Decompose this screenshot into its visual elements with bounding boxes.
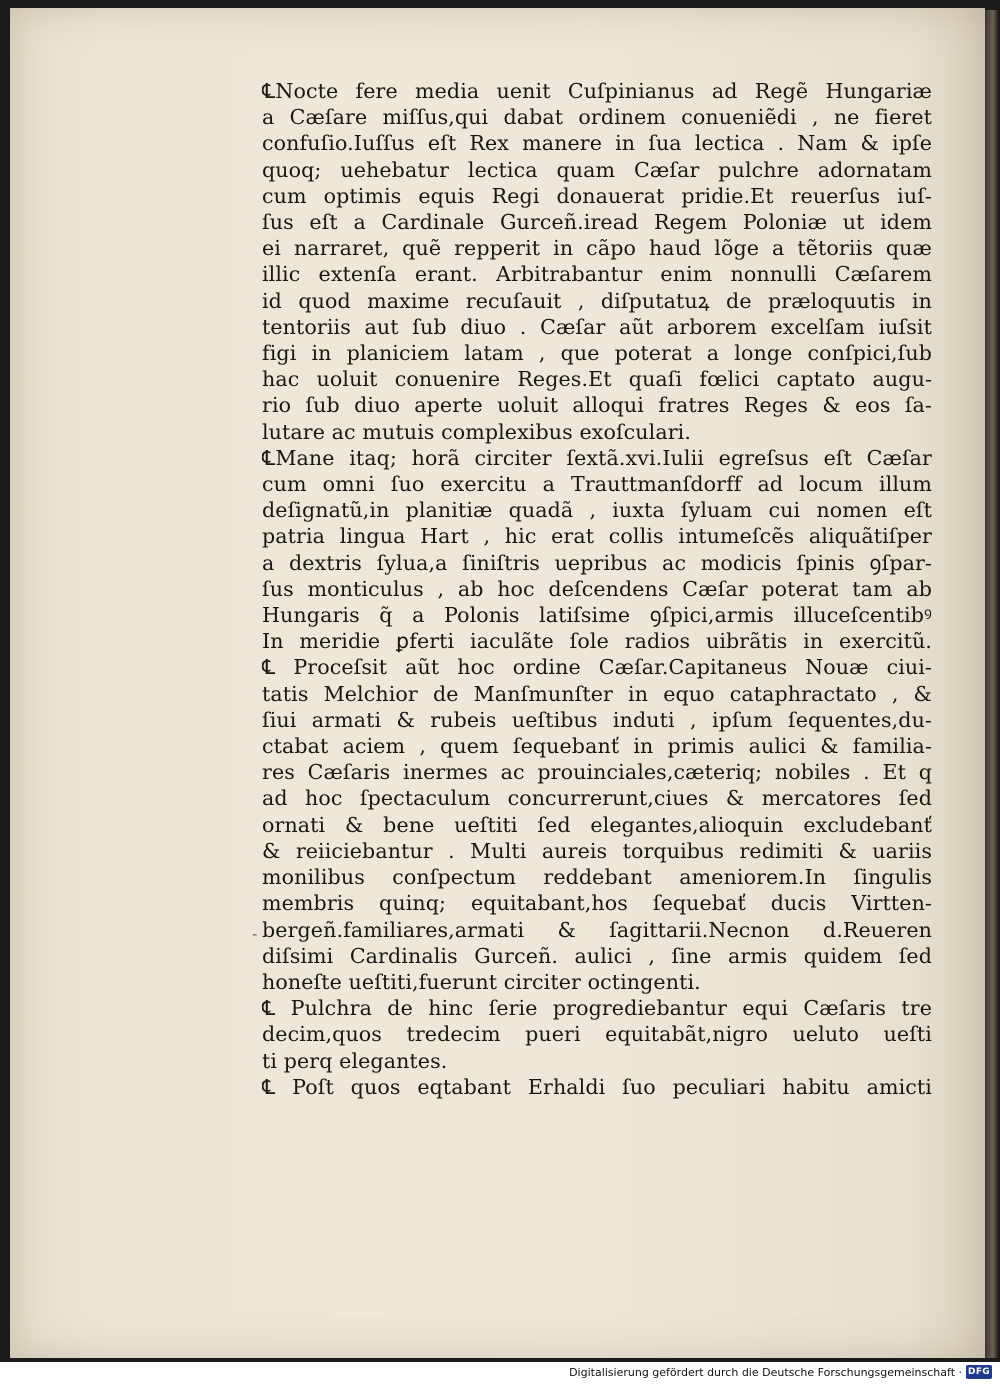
text-line: & reiiciebantur . Multi aureis torquibus redimiti & uariis [262, 838, 932, 863]
text-line: ℄Nocte fere media uenit Cuſpinianus ad Regẽ Hungariæ [262, 79, 932, 103]
text-line: res Cæſaris inermes ac prouinciales,cæteriq; nobiles . Et q [262, 760, 932, 785]
text-line: In meridie ꝑferti iaculãte ſole radios uibrãtis in exercitũ. [262, 629, 932, 654]
text-line: a Cæſare miſſus,qui dabat ordinem conueniẽdi , ne fieret [262, 105, 932, 130]
text-line: id quod maxime recuſauit , diſputatuꝝ de præloquutis in [262, 288, 932, 313]
text-line: bergeñ.familiares,armati & ſagittarii.Necnon d.Reueren [262, 917, 932, 942]
text-line: lutare ac mutuis complexibus exoſculari. [262, 419, 692, 444]
page-text [262, 78, 932, 1100]
text-line: deſignatũ,in planitiæ quadã , iuxta ſyluam cui nomen eſt [262, 498, 932, 523]
text-line: decim,quos tredecim pueri equitabãt,nigro ueluto ueſti [262, 1022, 932, 1047]
margin-mark: - [252, 924, 258, 943]
text-line: ℄ Pulchra de hinc ſerie progrediebantur equi Cæſaris tre [262, 996, 932, 1021]
dfg-logo[interactable]: DFG [966, 1365, 992, 1379]
text-line: ℄Mane itaq; horã circiter ſextã.xvi.Iulii egreſsus eſt Cæſar [262, 445, 932, 470]
text-line: ſus eſt a Cardinale Gurceñ.iread Regem Poloniæ ut idem [262, 210, 932, 235]
page-edge [985, 10, 998, 1358]
text-line: patria lingua Hart , hic erat collis intumeſcẽs aliquãtiſper [262, 524, 932, 549]
text-line: ℄ Poſt quos eqtabant Erhaldi ſuo peculiari habitu amicti [262, 1074, 932, 1099]
text-line: a dextris ſylua,a ſiniſtris uepribus ac modicis ſpinis ꝯſpar- [262, 550, 932, 575]
text-line: honeſte ueſtiti,fuerunt circiter octingenti. [262, 969, 701, 994]
text-line: rio ſub diuo aperte uoluit alloqui fratres Reges & eos ſa- [262, 393, 932, 418]
text-line: figi in planiciem latam , que poterat a longe conſpici,ſub [262, 341, 932, 366]
text-line: ſiui armati & rubeis ueſtibus induti , ipſum ſequentes,du- [262, 707, 932, 732]
text-line: ℄ Proceſsit aũt hoc ordine Cæſar.Capitaneus Nouæ ciui- [262, 655, 932, 680]
text-line: tatis Melchior de Manſmunſter in equo cataphractato , & [262, 681, 932, 706]
text-line: ſus monticulus , ab hoc deſcendens Cæſar poterat tam ab [262, 576, 932, 601]
text-line: ti perq elegantes. [262, 1048, 448, 1073]
text-line: ctabat aciem , quem ſequebanť in primis aulici & familia- [262, 734, 932, 759]
text-line: hac uoluit conuenire Reges.Et quaſi fœlici captato augu- [262, 367, 932, 392]
text-line: tentoriis aut ſub diuo . Cæſar aũt arborem excelſam iuſsit [262, 314, 932, 339]
footer-credit: Digitalisierung gefördert durch die Deutsche Forschungsgemeinschaft · [569, 1366, 962, 1379]
text-line: ad hoc ſpectaculum concurrerunt,ciues & mercatores ſed [262, 786, 932, 811]
text-line: cum omni ſuo exercitu a Trauttmanſdorff ad locum illum [262, 472, 932, 497]
text-line: illic extenſa erant. Arbitrabantur enim nonnulli Cæſarem [262, 262, 932, 287]
text-line: ornati & bene ueſtiti ſed elegantes,alioquin excludebanť [262, 812, 932, 837]
text-line: membris quinq; equitabant,hos ſequebať ducis Virtten- [262, 891, 932, 916]
text-line: monilibus conſpectum reddebant ameniorem.In ſingulis [262, 865, 932, 890]
text-line: quoq; uehebatur lectica quam Cæſar pulchre adornatam [262, 157, 932, 182]
text-line: Hungaris q̃ a Polonis latiſsime ꝯſpici,armis illuceſcentibꝰ [262, 603, 932, 628]
text-line: confuſio.Iuſſus eſt Rex manere in ſua lectica . Nam & ipſe [262, 131, 932, 156]
text-line: diſsimi Cardinalis Gurceñ. aulici , ſine armis quidem ſed [262, 943, 932, 968]
footer-bar [0, 1362, 1000, 1384]
text-line: ei narraret, quẽ repperit in cãpo haud lõge a tẽtoriis quæ [262, 236, 932, 261]
text-line: cum optimis equis Regi donauerat pridie.Et reuerſus iuſ- [262, 183, 932, 208]
